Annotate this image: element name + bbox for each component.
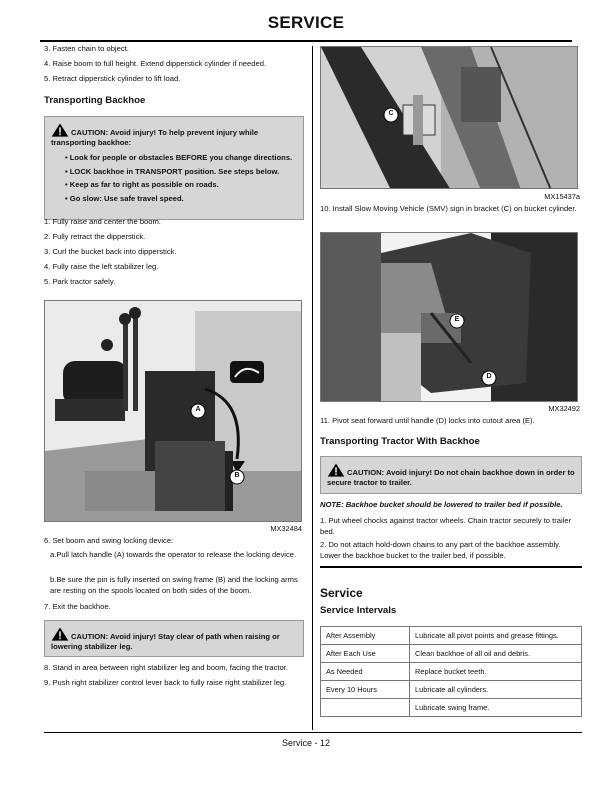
step-text: 4. Fully raise the left stabilizer leg. bbox=[44, 262, 159, 271]
caution-bullet: • LOCK backhoe in TRANSPORT position. See steps below. bbox=[65, 165, 297, 179]
caution-text: CAUTION: Avoid injury! Do not chain backhoe down in order to secure tractor to trailer. bbox=[327, 468, 575, 487]
page-header bbox=[40, 10, 572, 44]
figure-id: MX32492 bbox=[548, 404, 580, 413]
section-heading-service-intervals: Service Intervals bbox=[320, 605, 397, 616]
section-heading-transporting-backhoe: Transporting Backhoe bbox=[44, 95, 146, 106]
step-text: 9. Push right stabilizer control lever back to fully raise right stabilizer leg. bbox=[44, 678, 287, 687]
figure-smv-bracket bbox=[320, 46, 578, 189]
section-heading-transporting-tractor: Transporting Tractor With Backhoe bbox=[320, 436, 480, 447]
smv-bracket-illustration bbox=[321, 47, 578, 189]
callout-c-label: C bbox=[388, 110, 394, 117]
step-text: 4. Raise boom to full height. Extend dipperstick cylinder if needed. bbox=[44, 59, 267, 68]
callout-d-label: D bbox=[486, 373, 492, 380]
task-cell: Replace bucket teeth. bbox=[410, 663, 582, 681]
caution-bullet-list bbox=[51, 151, 297, 205]
task-cell: Clean backhoe of all oil and debris. bbox=[410, 645, 582, 663]
callout-a-label: A bbox=[195, 406, 201, 413]
caution-head bbox=[327, 463, 575, 488]
step-text: 11. Pivot seat forward until handle (D) locks into cutout area (E). bbox=[320, 416, 535, 425]
caution-bullet: • Keep as far to right as possible on roads. bbox=[65, 178, 297, 192]
table-row bbox=[321, 645, 582, 663]
interval-cell: Every 10 Hours bbox=[321, 681, 410, 699]
callout-e-label: E bbox=[454, 316, 460, 323]
table-row bbox=[321, 681, 582, 699]
footer-rule bbox=[44, 732, 582, 733]
step-text: 5. Retract dipperstick cylinder to lift load. bbox=[44, 74, 181, 83]
section-heading-service: Service bbox=[320, 586, 363, 600]
table-row bbox=[321, 627, 582, 645]
header-rule bbox=[40, 40, 572, 42]
task-cell: Lubricate swing frame. bbox=[410, 699, 582, 717]
caution-text: CAUTION: Avoid injury! To help prevent injury while transporting backhoe: bbox=[51, 128, 259, 147]
task-cell: Lubricate all pivot points and grease fittings. bbox=[410, 627, 582, 645]
substep-text: b.Be sure the pin is fully inserted on swing frame (B) and the locking arms are resting on the spools located on both sides of the boom. bbox=[50, 575, 298, 595]
step-text: 3. Curl the bucket back into dipperstick. bbox=[44, 247, 177, 256]
step-text: 2. Do not attach hold-down chains to any part of the backhoe assembly. Lower the backhoe bucket to the trailer bed, if possible. bbox=[320, 540, 561, 560]
caution-box-trailer bbox=[320, 456, 582, 494]
step-text: 3. Fasten chain to object. bbox=[44, 44, 129, 53]
figure-seat-handle bbox=[320, 232, 578, 402]
figure-id: MX15437a bbox=[544, 192, 580, 201]
warning-triangle-icon bbox=[51, 123, 69, 137]
note-text: NOTE: Backhoe bucket should be lowered to trailer bed if possible. bbox=[320, 500, 563, 509]
step-text: 6. Set boom and swing locking device: bbox=[44, 536, 174, 545]
table-row bbox=[321, 663, 582, 681]
step-text: 7. Exit the backhoe. bbox=[44, 602, 111, 611]
substep-text: a.Pull latch handle (A) towards the operator to release the locking device. bbox=[50, 550, 297, 559]
interval-cell: After Each Use bbox=[321, 645, 410, 663]
step-text: 2. Fully retract the dipperstick. bbox=[44, 232, 146, 241]
caution-head bbox=[51, 627, 297, 652]
backhoe-controls-illustration bbox=[45, 301, 302, 522]
interval-cell: As Needed bbox=[321, 663, 410, 681]
callout-b-label: B bbox=[234, 472, 240, 479]
figure-backhoe-controls bbox=[44, 300, 302, 522]
section-rule bbox=[320, 566, 582, 568]
step-text: 8. Stand in area between right stabilizer leg and boom, facing the tractor. bbox=[44, 663, 288, 672]
caution-text: CAUTION: Avoid injury! Stay clear of path when raising or lowering stabilizer leg. bbox=[51, 632, 280, 651]
caution-box-transport bbox=[44, 116, 304, 220]
page-title: SERVICE bbox=[267, 13, 345, 32]
caution-head bbox=[51, 123, 297, 148]
step-text: 1. Fully raise and center the boom. bbox=[44, 217, 161, 226]
caution-bullet: • Look for people or obstacles BEFORE you change directions. bbox=[65, 151, 297, 165]
caution-bullet: • Go slow: Use safe travel speed. bbox=[65, 192, 297, 206]
interval-cell: After Assembly bbox=[321, 627, 410, 645]
figure-id: MX32484 bbox=[270, 524, 302, 533]
page-footer: Service - 12 bbox=[281, 738, 331, 748]
interval-cell bbox=[321, 699, 410, 717]
warning-triangle-icon bbox=[327, 463, 345, 477]
task-cell: Lubricate all cylinders. bbox=[410, 681, 582, 699]
column-divider bbox=[312, 46, 313, 730]
table-row bbox=[321, 699, 582, 717]
warning-triangle-icon bbox=[51, 627, 69, 641]
step-text: 5. Park tractor safely. bbox=[44, 277, 116, 286]
step-text: 1. Put wheel chocks against tractor wheels. Chain tractor securely to trailer bed. bbox=[320, 516, 572, 536]
step-text: 10. Install Slow Moving Vehicle (SMV) sign in bracket (C) on bucket cylinder. bbox=[320, 204, 577, 213]
service-intervals-table bbox=[320, 626, 582, 717]
caution-box-stabilizer bbox=[44, 620, 304, 657]
